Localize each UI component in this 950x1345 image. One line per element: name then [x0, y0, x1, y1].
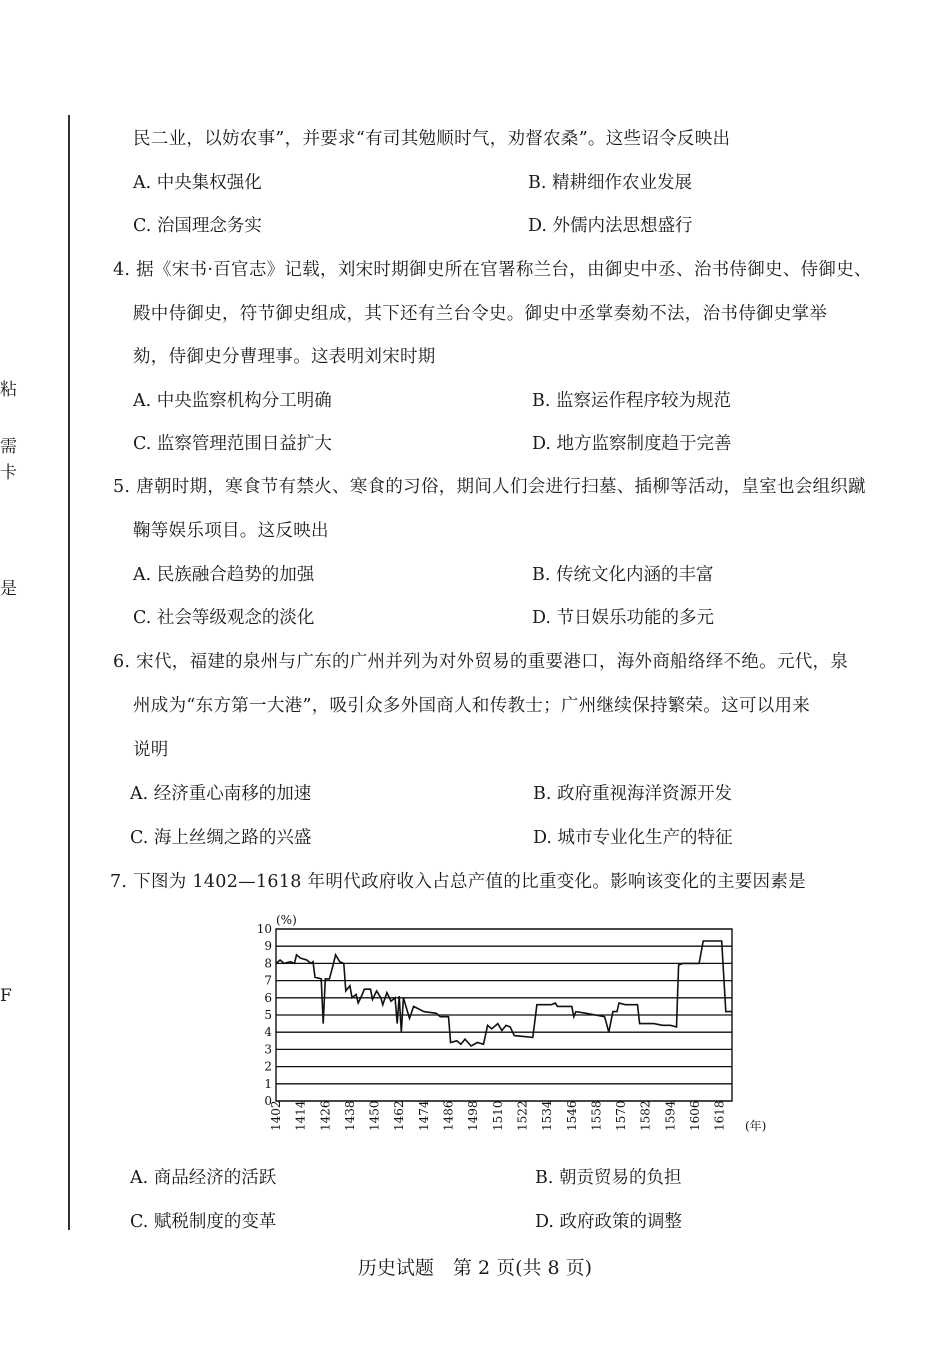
x-tick-label: 1414: [293, 1100, 308, 1131]
margin-fragment: 是: [0, 579, 17, 599]
q6-stem: 6. 宋代，福建的泉州与广东的广州并列为对外贸易的重要港口，海外商船络绎不绝。元代，泉: [113, 652, 849, 672]
q6-stem: 说明: [133, 740, 169, 760]
margin-fragment: 粘: [0, 380, 17, 400]
page-footer: 历史试题 第 2 页(共 8 页): [357, 1257, 593, 1279]
q6-option-a: A. 经济重心南移的加速: [130, 784, 312, 804]
x-tick-label: 1546: [564, 1100, 579, 1131]
q4-option-a: A. 中央监察机构分工明确: [133, 391, 332, 411]
y-tick-label: 1: [264, 1076, 272, 1091]
q5-option-d: D. 节日娱乐功能的多元: [532, 608, 715, 628]
q5-option-a: A. 民族融合趋势的加强: [133, 565, 315, 585]
x-tick-label: 1438: [342, 1100, 357, 1131]
y-tick-label: 2: [264, 1059, 272, 1074]
q3-stem: 民二业，以妨农事”，并要求“有司其勉顺时气，劝督农桑”。这些诏令反映出: [133, 129, 731, 149]
y-tick-label: 3: [264, 1042, 272, 1057]
x-tick-label: 1594: [663, 1100, 678, 1131]
q4-option-c: C. 监察管理范围日益扩大: [133, 434, 332, 454]
q3-option-d: D. 外儒内法思想盛行: [528, 216, 693, 236]
y-tick-label: 10: [256, 922, 272, 936]
revenue-ratio-chart: [240, 910, 780, 1150]
q7-option-a: A. 商品经济的活跃: [130, 1168, 277, 1188]
q7-stem: 7. 下图为 1402—1618 年明代政府收入占总产值的比重变化。影响该变化的主要因素是: [110, 872, 806, 892]
q4-option-b: B. 监察运作程序较为规范: [532, 391, 731, 411]
q7-option-c: C. 赋税制度的变革: [130, 1212, 277, 1232]
x-tick-label: 1462: [392, 1100, 407, 1131]
q5-stem: 鞠等娱乐项目。这反映出: [133, 521, 329, 541]
q4-stem: 殿中侍御史，符节御史组成，其下还有兰台令史。御史中丞掌奏劾不法，治书侍御史掌举: [133, 304, 828, 324]
x-tick-label: 1498: [466, 1100, 481, 1131]
binding-margin-line: [68, 115, 70, 1230]
x-tick-label: 1486: [441, 1100, 456, 1131]
q3-option-b: B. 精耕细作农业发展: [528, 173, 692, 193]
y-tick-label: 5: [264, 1008, 272, 1022]
x-tick-label: 1510: [490, 1100, 505, 1131]
q4-option-d: D. 地方监察制度趋于完善: [532, 434, 732, 454]
q4-stem: 4. 据《宋书·百官志》记载，刘宋时期御史所在官署称兰台，由御史中丞、治书侍御史、侍御史、: [113, 260, 872, 280]
q3-option-c: C. 治国理念务实: [133, 216, 262, 236]
margin-fragment: 卡: [0, 463, 17, 483]
q6-option-c: C. 海上丝绸之路的兴盛: [130, 828, 312, 848]
y-tick-label: 0: [264, 1094, 272, 1108]
q6-option-d: D. 城市专业化生产的特征: [533, 828, 733, 848]
q5-option-b: B. 传统文化内涵的丰富: [532, 565, 714, 585]
q6-option-b: B. 政府重视海洋资源开发: [533, 784, 732, 804]
x-tick-label: 1570: [614, 1100, 629, 1131]
x-tick-label: 1522: [515, 1100, 530, 1131]
q3-option-a: A. 中央集权强化: [133, 173, 262, 193]
x-tick-label: 1450: [367, 1100, 382, 1131]
q6-stem: 州成为“东方第一大港”，吸引众多外国商人和传教士；广州继续保持繁荣。这可以用来: [133, 696, 811, 716]
x-tick-label: 1474: [416, 1100, 431, 1131]
margin-fragment: F: [0, 986, 12, 1006]
q7-option-d: D. 政府政策的调整: [535, 1212, 683, 1232]
q4-stem: 劾，侍御史分曹理事。这表明刘宋时期: [133, 347, 436, 367]
q5-stem: 5. 唐朝时期，寒食节有禁火、寒食的习俗，期间人们会进行扫墓、插柳等活动，皇室也会组织蹴: [113, 477, 866, 497]
x-axis-unit: (年): [745, 1119, 767, 1133]
y-tick-label: 8: [264, 956, 272, 971]
y-tick-label: 4: [264, 1025, 272, 1040]
x-tick-label: 1426: [318, 1100, 333, 1131]
y-axis-unit: (%): [276, 913, 297, 927]
x-tick-label: 1606: [688, 1100, 703, 1131]
series-line: [276, 941, 732, 1046]
q5-option-c: C. 社会等级观念的淡化: [133, 608, 315, 628]
x-tick-label: 1582: [638, 1100, 653, 1131]
margin-fragment: 需: [0, 437, 17, 457]
x-tick-label: 1402: [269, 1100, 283, 1131]
y-tick-label: 9: [264, 939, 272, 954]
x-tick-label: 1618: [712, 1100, 727, 1131]
y-tick-label: 6: [264, 990, 272, 1005]
q7-option-b: B. 朝贡贸易的负担: [535, 1168, 682, 1188]
x-tick-label: 1558: [589, 1100, 604, 1131]
x-tick-label: 1534: [540, 1100, 555, 1131]
y-tick-label: 7: [264, 973, 272, 988]
